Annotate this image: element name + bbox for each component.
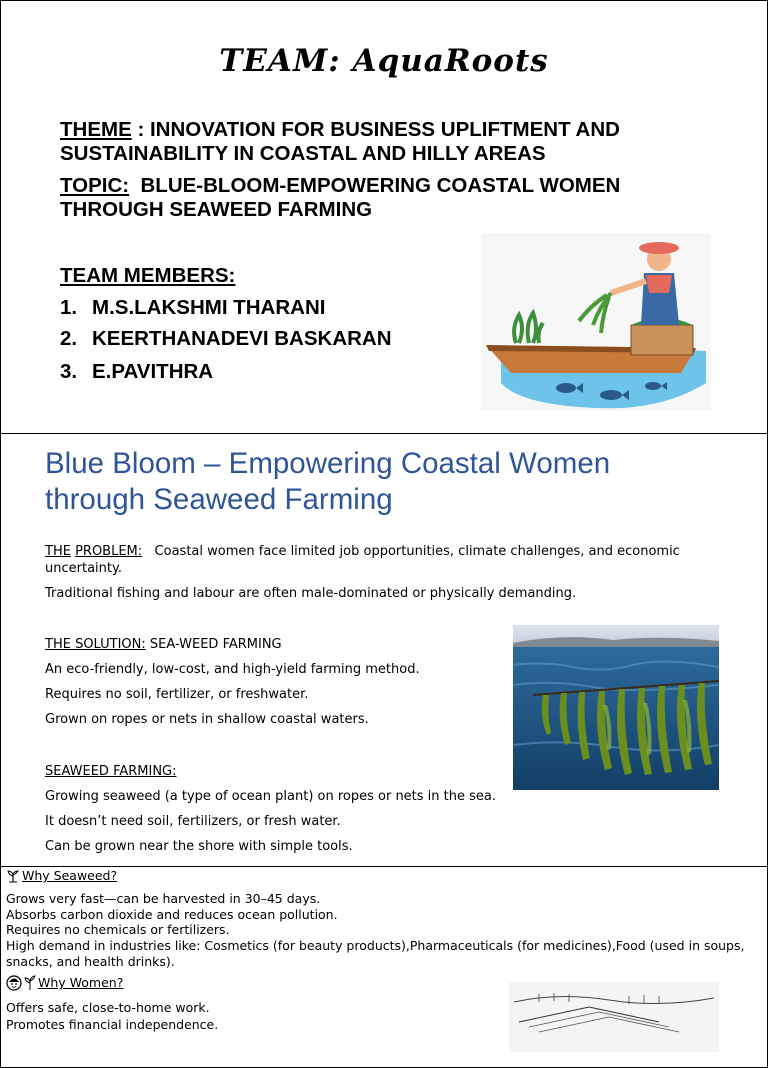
member-item: 3. E.PAVITHRA [60,360,214,383]
solution-point: An eco-friendly, low-cost, and high-yield farming method. [45,662,420,677]
why-seaweed-point: Grows very fast—can be harvested in 30–45 days. [6,891,321,906]
solution-label: THE SOLUTION: [45,637,146,652]
farm-sketch-illustration [509,982,719,1052]
why-women-point: Promotes financial independence. [6,1017,219,1032]
member-item: 1. M.S.LAKSHMI THARANI [60,296,326,319]
problem-text-2: Traditional fishing and labour are often male-dominated or physically demanding. [45,586,577,601]
seedling-icon [6,869,20,883]
slide-team [0,0,768,434]
slide-title: Blue Bloom – Empowering Coastal Women through Seaweed Farming [45,447,611,516]
solution-point: Requires no soil, fertilizer, or freshwater. [45,687,309,702]
member-item: 2. KEERTHANADEVI BASKARAN [60,327,392,350]
why-seaweed-point: Absorbs carbon dioxide and reduces ocean pollution. [6,907,338,922]
why-women-label: Why Women? [38,975,124,991]
woman-icon [6,975,22,991]
solution-value: SEA-WEED FARMING [145,637,282,652]
team-title: TEAM: AquaRoots [219,43,549,79]
problem-paragraph [45,543,695,577]
farming-label: SEAWEED FARMING: [45,764,177,779]
why-seaweed-point: Requires no chemicals or fertilizers. [6,922,230,937]
why-seaweed-label: Why Seaweed? [22,868,118,883]
farming-point: Can be grown near the shore with simple tools. [45,839,353,854]
seaweed-rope-photo [513,625,719,790]
why-seaweed-heading [6,868,766,884]
why-seaweed-point: High demand in industries like: Cosmetics (for beauty products),Pharmaceuticals (for medicines),Food (used in soups, snacks, and health drinks). [6,938,745,969]
woman-farming-illustration [481,233,711,411]
theme-label: THEME [60,118,132,141]
theme-block [60,118,710,166]
why-women-point: Offers safe, close-to-home work. [6,1000,210,1015]
problem-the: THE [45,544,71,559]
farming-point: Growing seaweed (a type of ocean plant) on ropes or nets in the sea. [45,789,497,804]
topic-block [60,174,710,222]
problem-label: PROBLEM: [75,544,143,559]
slide-why [0,866,768,1068]
plant-icon [24,975,36,991]
slide-overview [0,433,768,867]
topic-text: BLUE-BLOOM-EMPOWERING COASTAL WOMEN THROUGH SEAWEED FARMING [60,174,627,221]
solution-point: Grown on ropes or nets in shallow coastal waters. [45,712,369,727]
topic-label: TOPIC: [60,174,130,197]
members-label: TEAM MEMBERS: [60,264,236,287]
theme-text: : INNOVATION FOR BUSINESS UPLIFTMENT AND SUSTAINABILITY IN COASTAL AND HILLY AREAS [60,118,620,165]
farming-point: It doesn’t need soil, fertilizers, or fresh water. [45,814,341,829]
problem-text: Coastal women face limited job opportunities, climate challenges, and economic uncertainty. [45,544,684,576]
